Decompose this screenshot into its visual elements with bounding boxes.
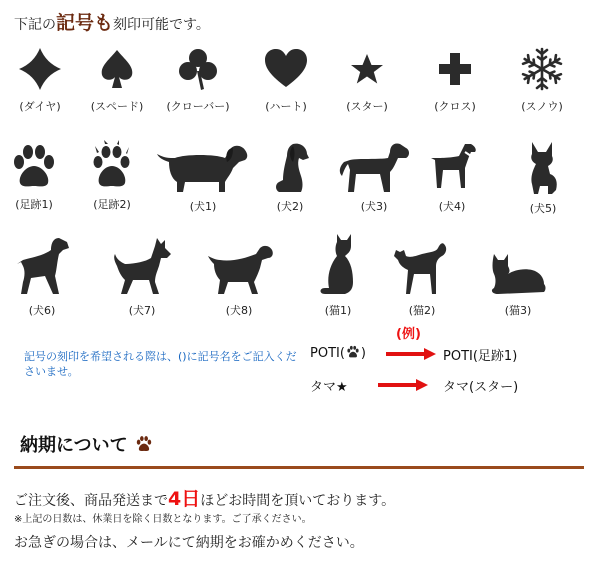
sitting-cat-icon <box>315 232 361 298</box>
example-input-1-close: ) <box>360 346 366 361</box>
symbol-paw2 <box>72 140 152 212</box>
headline <box>14 8 210 35</box>
example-output-2: タマ(スター) <box>443 380 519 395</box>
symbol-dog2 <box>250 140 330 214</box>
heart-icon <box>261 44 311 94</box>
symbol-label: (犬8) <box>225 304 253 317</box>
symbol-diamond <box>0 44 80 114</box>
spade-icon <box>92 44 142 94</box>
example-input-1 <box>310 345 366 361</box>
delivery-line-3: お急ぎの場合は、メールにて納期をお確かめください。 <box>14 535 364 551</box>
symbol-cat2 <box>384 240 460 318</box>
symbol-dog1 <box>148 138 258 214</box>
paw-print-icon <box>345 345 361 359</box>
delivery-days: 4日 <box>168 488 201 510</box>
delivery-line-1-post: ほどお時間を頂いております。 <box>200 493 396 509</box>
pointer-dog-icon <box>204 242 274 298</box>
cross-icon <box>430 44 480 94</box>
symbol-label: (犬7) <box>128 304 156 317</box>
delivery-line-2: ※上記の日数は、休業日を除く日数となります。ご了承ください。 <box>14 514 312 525</box>
diamond-icon <box>15 44 65 94</box>
symbol-label: (スペード) <box>90 100 144 113</box>
headline-emphasis: 記号も <box>56 12 114 34</box>
symbol-paw1 <box>0 142 74 212</box>
symbol-star <box>327 44 407 114</box>
boxer-dog-icon <box>425 142 479 194</box>
symbol-label: (スター) <box>346 100 388 113</box>
headline-pre: 下記の <box>14 17 56 33</box>
headline-post: 刻印可能です。 <box>113 17 210 33</box>
example-input-2: タマ★ <box>310 380 348 395</box>
sitting-dog-icon <box>265 140 315 194</box>
symbol-label: (ダイヤ) <box>19 100 61 113</box>
arched-cat-icon <box>392 240 452 298</box>
symbol-cat3 <box>480 250 556 318</box>
star-icon <box>342 44 392 94</box>
section-divider <box>14 466 584 469</box>
symbol-clover <box>158 44 238 114</box>
dachshund-icon <box>155 138 251 194</box>
symbol-label: (クローバー) <box>166 100 230 113</box>
symbol-heart <box>246 44 326 114</box>
clover-icon <box>173 44 223 94</box>
symbol-dog4 <box>412 142 492 214</box>
snowflake-icon <box>517 44 567 94</box>
symbol-label: (猫2) <box>408 304 436 317</box>
symbol-label: (犬5) <box>529 202 557 215</box>
paw-print-icon <box>8 142 60 192</box>
delivery-title <box>20 431 154 457</box>
symbol-cat1 <box>298 232 378 318</box>
symbol-dog8 <box>198 242 280 318</box>
symbol-dog3 <box>330 140 418 214</box>
claw-paw-print-icon <box>86 140 138 192</box>
symbol-label: (足跡2) <box>93 198 131 211</box>
paw-print-icon <box>134 435 154 453</box>
symbol-label: (猫3) <box>504 304 532 317</box>
engraving-note: 記号の刻印を希望される際は、()に記号名をご記入くださいませ。 <box>24 350 297 378</box>
symbol-label: (犬6) <box>28 304 56 317</box>
arrow-right-icon <box>386 348 436 360</box>
example-title: (例) <box>396 327 421 342</box>
symbol-dog6 <box>6 236 78 318</box>
delivery-line-1-pre: ご注文後、商品発送まで <box>14 493 168 509</box>
chihuahua-icon <box>518 140 568 196</box>
symbol-label: (犬4) <box>438 200 466 213</box>
delivery-line-1 <box>14 484 395 511</box>
standing-dog-icon <box>13 236 71 298</box>
symbol-label: (猫1) <box>324 304 352 317</box>
symbol-label: (ハート) <box>265 100 307 113</box>
symbol-label: (犬3) <box>360 200 388 213</box>
symbol-cross <box>415 44 495 114</box>
example-input-1-text: POTI( <box>310 346 345 361</box>
symbol-snow <box>502 44 582 114</box>
arrow-right-icon <box>378 379 428 391</box>
symbol-label: (犬1) <box>189 200 217 213</box>
symbol-label: (クロス) <box>434 100 476 113</box>
symbol-dog7 <box>104 236 180 318</box>
example-output-1: POTI(足跡1) <box>443 349 518 364</box>
lying-cat-icon <box>488 250 548 298</box>
symbol-dog5 <box>503 140 583 216</box>
retriever-dog-icon <box>336 140 412 194</box>
symbol-label: (足跡1) <box>15 198 53 211</box>
symbol-label: (スノウ) <box>521 100 563 113</box>
symbol-label: (犬2) <box>276 200 304 213</box>
doberman-icon <box>111 236 173 298</box>
symbol-spade <box>77 44 157 114</box>
delivery-title-text: 納期について <box>20 435 128 456</box>
